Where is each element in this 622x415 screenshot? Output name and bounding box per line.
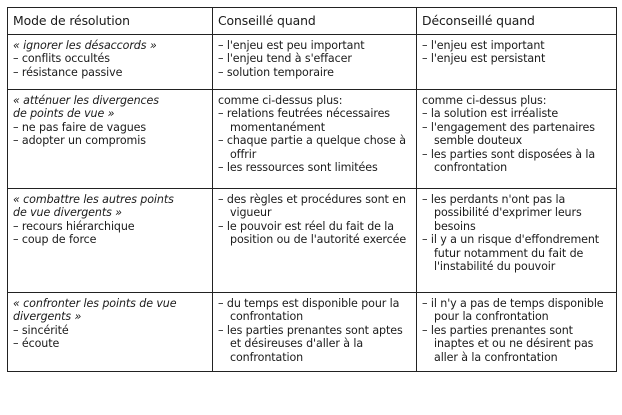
mode-item: – recours hiérarchique	[13, 219, 135, 233]
advised-item: – les ressources sont limitées	[218, 161, 378, 175]
mode-title: de points de vue »	[13, 107, 115, 121]
advised-item: – des règles et procédures sont en vigueur	[218, 193, 406, 220]
mode-item: – sincérité	[13, 323, 69, 337]
mode-cell	[8, 90, 213, 189]
table-row	[8, 90, 617, 189]
advised-item: – du temps est disponible pour la confrontation	[218, 297, 400, 324]
not-advised-item: – les parties prenantes sont inaptes et ou ne désirent pas aller à la confrontation	[422, 323, 594, 364]
advised-cell	[213, 35, 417, 90]
header-mode: Mode de résolution	[8, 8, 213, 35]
mode-item: – écoute	[13, 337, 60, 351]
not-advised-item: – l'enjeu est important	[422, 39, 545, 52]
not-advised-item: – la solution est irréaliste	[422, 107, 559, 121]
mode-title: « confronter les points de vue	[13, 297, 177, 310]
advised-cell	[213, 90, 417, 189]
advised-intro: comme ci-dessus plus:	[218, 94, 343, 107]
mode-title: « atténuer les divergences	[13, 94, 159, 107]
table-row	[8, 293, 617, 372]
mode-cell	[8, 35, 213, 90]
mode-item: – résistance passive	[13, 65, 123, 79]
advised-item: – les parties prenantes sont aptes et désireuses d'aller à la confrontation	[218, 323, 403, 364]
advised-cell	[213, 189, 417, 293]
table-row	[8, 189, 617, 293]
mode-cell	[8, 293, 213, 372]
not-advised-cell	[417, 293, 617, 372]
advised-item: – le pouvoir est réel du fait de la position ou de l'autorité exercée	[218, 219, 407, 247]
not-advised-item: – il n'y a pas de temps disponible pour la confrontation	[422, 297, 604, 324]
mode-cell	[8, 189, 213, 293]
not-advised-item: – il y a un risque d'effondrement futur notamment du fait de l'instabilité du pouvoir	[422, 233, 600, 274]
not-advised-cell	[417, 90, 617, 189]
mode-title: « combattre les autres points	[13, 193, 174, 206]
advised-item: – solution temporaire	[218, 65, 334, 79]
advised-item: – chaque partie a quelque chose à offrir	[218, 134, 406, 161]
advised-item: – relations feutrées nécessaires momentanément	[218, 107, 390, 134]
header-advised: Conseillé quand	[213, 8, 417, 35]
not-advised-item: – l'enjeu est persistant	[422, 52, 546, 66]
not-advised-intro: comme ci-dessus plus:	[422, 94, 547, 107]
mode-item: – ne pas faire de vagues	[13, 120, 147, 134]
mode-title: « ignorer les désaccords »	[13, 39, 157, 52]
advised-cell	[213, 293, 417, 372]
mode-title: de vue divergents »	[13, 206, 122, 220]
not-advised-item: – l'engagement des partenaires semble douteux	[422, 120, 595, 148]
not-advised-item: – les perdants n'ont pas la possibilité d'exprimer leurs besoins	[422, 193, 582, 233]
header-row	[8, 8, 617, 35]
mode-item: – coup de force	[13, 233, 97, 247]
not-advised-cell	[417, 35, 617, 90]
mode-item: – conflits occultés	[13, 52, 110, 66]
advised-item: – l'enjeu est peu important	[218, 39, 365, 52]
mode-title: divergents »	[13, 310, 82, 324]
mode-item: – adopter un compromis	[13, 134, 146, 148]
not-advised-cell	[417, 189, 617, 293]
not-advised-item: – les parties sont disposées à la confrontation	[422, 147, 596, 175]
advised-item: – l'enjeu tend à s'effacer	[218, 52, 352, 66]
table-row	[8, 35, 617, 90]
header-not-advised: Déconseillé quand	[417, 8, 617, 35]
conflict-resolution-table	[7, 7, 617, 372]
